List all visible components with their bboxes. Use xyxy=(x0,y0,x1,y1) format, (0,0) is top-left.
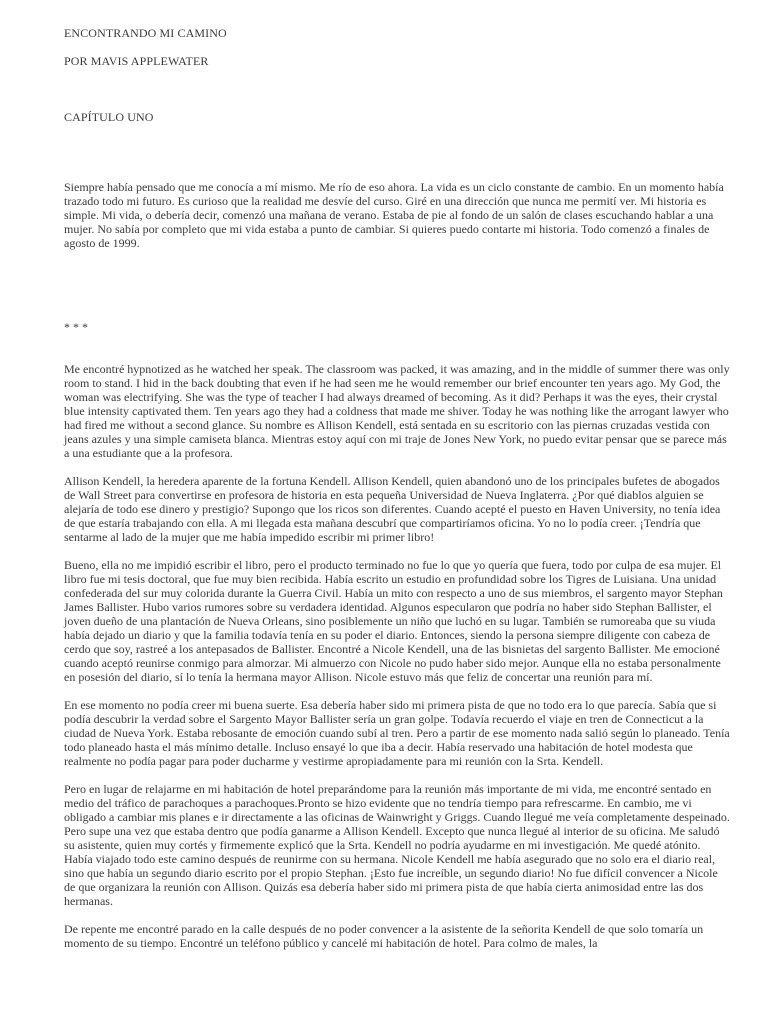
body-paragraph: De repente me encontré parado en la calle después de no poder convencer a la asistente de la señorita Kendell de que solo tomaría un momento de su tiempo. Encontré un teléfono público y cancelé mi habitación de hotel. Para colmo de males, la xyxy=(64,922,704,950)
book-author: POR MAVIS APPLEWATER xyxy=(64,54,209,68)
body-paragraph: Me encontré hypnotized as he watched her speak. The classroom was packed, it was amazing, and in the middle of summer there was only room to stand. I hid in the back doubting that even if he had seen me he would remember our brief encounter ten years ago. My God, the woman was electrifying. She was the type of teacher I had always dreamed of becoming. As it did? Perhaps it was the eyes, their crystal blue intensity captivated them. Ten years ago they had a coldness that made me shiver. Today he was nothing like the arrogant lawyer who had fired me without a second glance. Su nombre es Allison Kendell, está sentada en su escritorio con las piernas cruzadas vestida con jeans azules y una simple camiseta blanca. Mientras estoy aquí con mi traje de Jones New York, no puedo evitar pensar que se parece más a una estudiante que a la profesora. xyxy=(64,362,730,460)
intro-section xyxy=(64,180,732,264)
body-paragraph: Bueno, ella no me impidió escribir el libro, pero el producto terminado no fue lo que yo quería que fuera, todo por culpa de esa mujer. El libro fue mi tesis doctoral, que fue muy bien recibida. Había escrito un estudio en profundidad sobre los Tigres de Luisiana. Una unidad confederada del sur muy colorida durante la Guerra Civil. Había un mito con respecto a uno de sus miembros, el sargento mayor Stephan James Ballister. Hubo varios rumores sobre su verdadera identidad. Algunos especularon que podría no haber sido Stephan Ballister, el joven dueño de una plantación de Nueva Orleans, sino posiblemente un niño que luchó en su lugar. También se rumoreaba que su viuda había dejado un diario y que la familia todavía tenía en su poder el diario. Entonces, siendo la persona siempre diligente con cabeza de cerdo que soy, rastreé a los antepasados de Ballister. Encontré a Nicole Kendell, una de las bisnietas del sargento Ballister. Me emocioné cuando aceptó reunirse conmigo para almorzar. Mi almuerzo con Nicole no pudo haber sido mejor. Aunque ella no estaba personalmente en posesión del diario, sí lo tenía la hermana mayor Allison. Nicole estuvo más que feliz de concertar una reunión para mí. xyxy=(64,558,723,684)
book-title: ENCONTRANDO MI CAMINO xyxy=(64,26,227,40)
intro-paragraph: Siempre había pensado que me conocía a mí mismo. Me río de eso ahora. La vida es un ciclo constante de cambio. En un momento había trazado todo mi futuro. Es curioso que la realidad me desvíe del curso. Giré en una dirección que nunca me permití ver. Mi historia es simple. Mi vida, o debería decir, comenzó una mañana de verano. Estaba de pie al fondo de un salón de clases escuchando hablar a una mujer. No sabía por completo que mi vida estaba a punto de cambiar. Si quieres puedo contarte mi historia. Todo comenzó a finales de agosto de 1999. xyxy=(64,180,724,250)
section-separator: * * * xyxy=(64,320,88,334)
chapter-heading: CAPÍTULO UNO xyxy=(64,110,154,124)
body-paragraph: En ese momento no podía creer mi buena suerte. Esa debería haber sido mi primera pista de que no todo era lo que parecía. Sabía que si podía descubrir la verdad sobre el Sargento Mayor Ballister sería un gran golpe. Todavía recuerdo el viaje en tren de Connecticut a la ciudad de Nueva York. Estaba rebosante de emoción cuando subí al tren. Pero a partir de ese momento nada salió según lo planeado. Tenía todo planeado hasta el más mínimo detalle. Incluso ensayé lo que iba a decir. Había reservado una habitación de hotel modesta que realmente no podía pagar para poder ducharme y vestirme apropiadamente para mi reunión con la Srta. Kendell. xyxy=(64,698,730,768)
body-paragraph: Allison Kendell, la heredera aparente de la fortuna Kendell. Allison Kendell, quien abandonó uno de los principales bufetes de abogados de Wall Street para convertirse en profesora de historia en esta pequeña Universidad de Nueva Inglaterra. ¿Por qué diablos alguien se alejaría de todo ese dinero y prestigio? Supongo que los ricos son diferentes. Cuando acepté el puesto en Haven University, no tenía idea de que estaría trabajando con ella. A mi llegada esta mañana descubrí que compartiríamos oficina. Yo no lo podía creer. ¡Tendría que sentarme al lado de la mujer que me había impedido escribir mi primer libro! xyxy=(64,474,721,544)
body-paragraph: Pero en lugar de relajarme en mi habitación de hotel preparándome para la reunión más importante de mi vida, me encontré sentado en medio del tráfico de parachoques a parachoques.Pronto se hizo evidente que no tendría tiempo para refrescarme. En cambio, me vi obligado a cambiar mis planes e ir directamente a las oficinas de Wainwright y Griggs. Cuando llegué me veía completamente despeinado. Pero supe una vez que estaba dentro que podía ganarme a Allison Kendell. Excepto que nunca llegué al interior de su oficina. Me saludó su asistente, quien muy cortés y firmemente explicó que la Srta. Kendell no podría ayudarme en mi investigación. Me quedé atónito. Había viajado todo este camino después de reunirme con su hermana. Nicole Kendell me había asegurado que no solo era el diario real, sino que había un segundo diario escrito por el propio Stephan. ¡Esto fue increíble, un segundo diario! No fue difícil convencer a Nicole de que organizara la reunión con Allison. Quizás esa debería haber sido mi primera pista de que había cierta animosidad entre las dos hermanas. xyxy=(64,782,730,908)
body-text xyxy=(64,362,732,964)
